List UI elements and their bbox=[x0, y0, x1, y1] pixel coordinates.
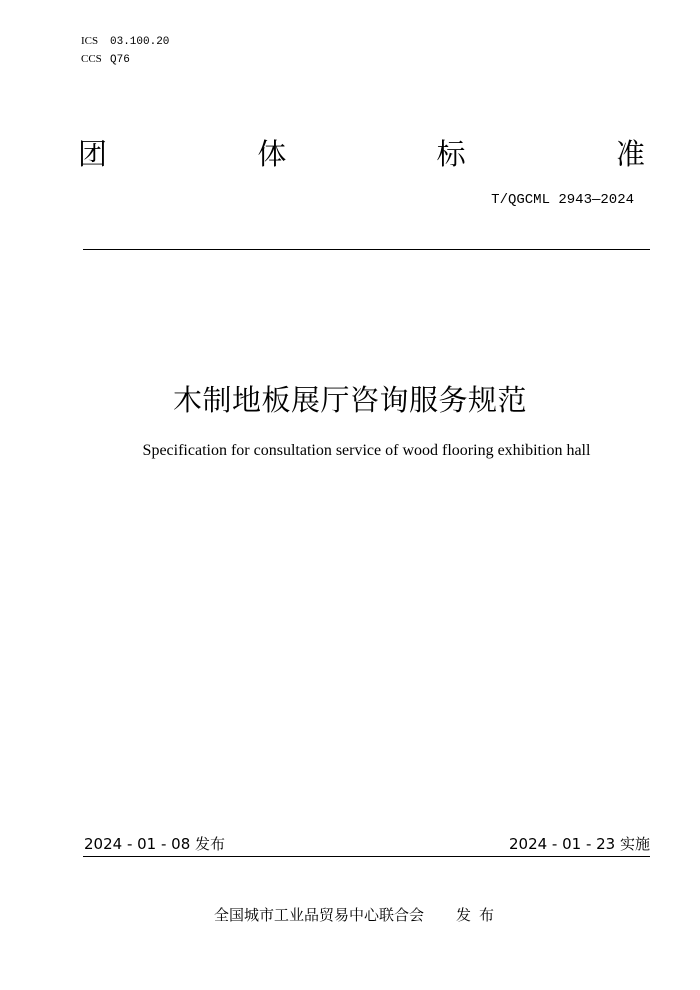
standard-type-char: 团 bbox=[78, 137, 108, 171]
ics-label: ICS bbox=[81, 35, 99, 47]
document-title-en: Specification for consultation service of wood flooring exhibition hall bbox=[142, 442, 591, 459]
document-title-cn: 木制地板展厅咨询服务规范 bbox=[172, 383, 527, 417]
standard-type-char: 标 bbox=[436, 137, 466, 171]
standard-type-char: 体 bbox=[257, 137, 287, 171]
implementation-date: 2024 - 01 - 23 实施 bbox=[508, 835, 650, 853]
standard-type-char: 准 bbox=[615, 137, 645, 171]
publisher-line bbox=[0, 905, 700, 925]
ccs-line bbox=[81, 52, 130, 67]
standard-number: T/QGCML 2943—2024 bbox=[491, 192, 634, 208]
ics-line bbox=[81, 34, 169, 49]
footer-divider bbox=[83, 856, 650, 857]
ics-value: 03.100.20 bbox=[110, 36, 170, 48]
issue-date: 2024 - 01 - 08 发布 bbox=[84, 835, 226, 853]
ccs-label: CCS bbox=[81, 53, 102, 65]
standard-type-heading bbox=[78, 134, 645, 174]
publisher-name: 全国城市工业品贸易中心联合会 bbox=[213, 906, 424, 924]
ccs-value: Q76 bbox=[110, 54, 130, 66]
header-divider bbox=[83, 249, 650, 250]
publisher-action: 发布 bbox=[456, 906, 503, 924]
